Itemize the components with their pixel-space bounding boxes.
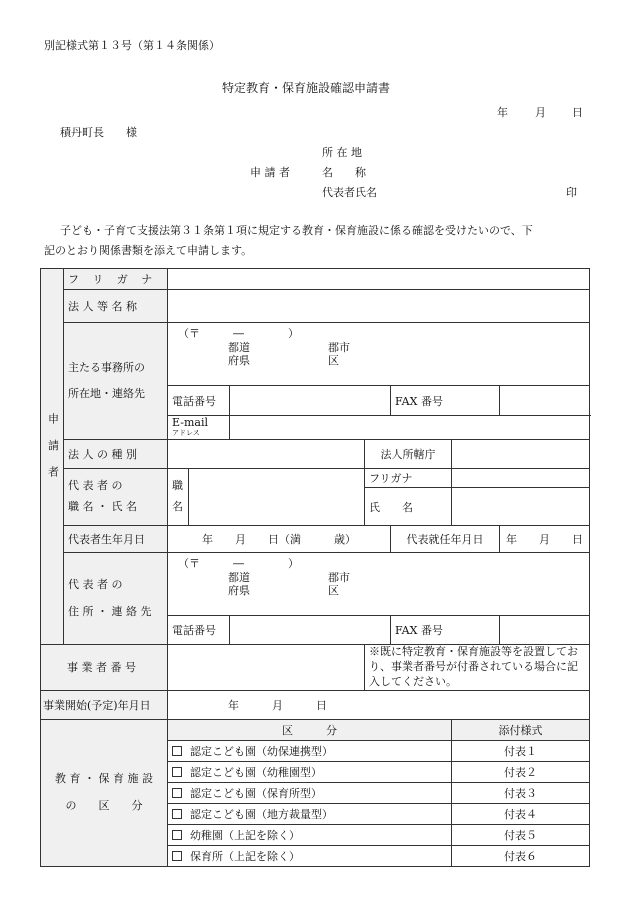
seal-mark: 印	[566, 186, 577, 199]
applicant-name-label: 名 称	[322, 166, 366, 179]
corp-type-label: 法 人 の 種 別	[64, 440, 168, 469]
corp-office-label: 法人所轄庁	[365, 440, 452, 469]
corp-office-input[interactable]	[452, 440, 590, 469]
office-fax-input[interactable]	[500, 386, 590, 416]
rep-birth-label: 代表者生年月日	[64, 526, 168, 553]
office-address-label: 主たる事務所の 所在地・連絡先	[64, 323, 168, 440]
office-city: 郡市 区	[328, 341, 350, 367]
applicant-side-label: 申請者	[41, 269, 64, 645]
col-header-attach: 添付様式	[452, 719, 590, 740]
corp-name-label: 法 人 等 名 称	[64, 290, 168, 323]
rep-fax-input[interactable]	[500, 616, 590, 645]
rep-shoku-mei-label: 職 名	[168, 469, 189, 526]
rep-start-label: 代表就任年月日	[391, 526, 500, 553]
rep-pref: 都道 府県	[228, 571, 250, 597]
facility-row-3[interactable]: 認定こども園（保育所型）	[168, 782, 452, 803]
date-month[interactable]: 月	[535, 106, 546, 119]
office-postal: （〒 ― ）	[178, 327, 299, 340]
rep-title-label: 代 表 者 の 職 名 ・ 氏 名	[64, 469, 168, 526]
office-tel-label: 電話番号	[168, 386, 230, 416]
facility-attach-2: 付表２	[452, 761, 590, 782]
rep-tel-label: 電話番号	[168, 616, 230, 645]
date-day[interactable]: 日	[572, 106, 583, 119]
rep-furigana-label: フリガナ	[365, 469, 452, 488]
rep-name-label: 氏 名	[365, 488, 452, 526]
checkbox-icon[interactable]	[172, 830, 182, 840]
furigana-input[interactable]	[168, 269, 590, 290]
applicant-label: 申 請 者	[250, 166, 290, 179]
office-tel-input[interactable]	[230, 386, 391, 416]
facility-type-label: 教 育 ・ 保 育 施 設 の 区 分	[41, 719, 168, 866]
facility-row-6[interactable]: 保育所（上記を除く）	[168, 845, 452, 866]
furigana-label: フ リ ガ ナ	[64, 269, 168, 290]
business-no-label: 事 業 者 番 号	[41, 645, 168, 691]
office-address-input[interactable]	[168, 323, 590, 386]
facility-row-4[interactable]: 認定こども園（地方裁量型）	[168, 803, 452, 824]
checkbox-icon[interactable]	[172, 767, 182, 777]
rep-tel-input[interactable]	[230, 616, 391, 645]
rep-title-input[interactable]	[189, 469, 365, 526]
rep-address-input[interactable]	[168, 553, 590, 616]
facility-attach-5: 付表５	[452, 824, 590, 845]
rep-postal: （〒 ― ）	[178, 557, 299, 570]
facility-attach-1: 付表１	[452, 740, 590, 761]
facility-row-2[interactable]: 認定こども園（幼稚園型）	[168, 761, 452, 782]
business-no-input[interactable]	[168, 645, 365, 691]
rep-name-input[interactable]	[452, 488, 590, 526]
applicant-rep-label: 代表者氏名	[322, 186, 377, 199]
application-form-table	[40, 268, 590, 867]
business-no-note: ※既に特定教育・保育施設等を設置しており、事業者番号が付番されている場合に記入してください。	[365, 645, 590, 691]
facility-row-1[interactable]: 認定こども園（幼保連携型）	[168, 740, 452, 761]
rep-birth-input[interactable]: 年 月 日（満 歳）	[168, 526, 391, 553]
addressee: 積丹町長 様	[60, 126, 137, 139]
rep-fax-label: FAX 番号	[391, 616, 500, 645]
rep-address-label: 代 表 者 の 住 所 ・ 連 絡 先	[64, 553, 168, 645]
facility-attach-6: 付表６	[452, 845, 590, 866]
office-email-input[interactable]	[230, 416, 590, 440]
checkbox-icon[interactable]	[172, 746, 182, 756]
date-year[interactable]: 年	[497, 106, 508, 119]
rep-furigana-input[interactable]	[452, 469, 590, 488]
checkbox-icon[interactable]	[172, 851, 182, 861]
body-text-line1: 子ども・子育て支援法第３１条第１項に規定する教育・保育施設に係る確認を受けたいので、下	[60, 224, 533, 237]
office-pref: 都道 府県	[228, 341, 250, 367]
checkbox-icon[interactable]	[172, 788, 182, 798]
facility-attach-3: 付表３	[452, 782, 590, 803]
office-fax-label: FAX 番号	[391, 386, 500, 416]
corp-name-input[interactable]	[168, 290, 590, 323]
body-text-line2: 記のとおり関係書類を添えて申請します。	[44, 244, 253, 257]
col-header-kubun: 区 分	[168, 719, 452, 740]
form-number: 別記様式第１３号（第１４条関係）	[44, 39, 220, 52]
corp-type-input[interactable]	[168, 440, 365, 469]
checkbox-icon[interactable]	[172, 809, 182, 819]
rep-city: 郡市 区	[328, 571, 350, 597]
document-title: 特定教育・保育施設確認申請書	[222, 81, 391, 95]
rep-start-input[interactable]: 年 月 日	[500, 526, 590, 553]
facility-row-5[interactable]: 幼稚園（上記を除く）	[168, 824, 452, 845]
applicant-address-label: 所 在 地	[322, 146, 362, 159]
facility-attach-4: 付表４	[452, 803, 590, 824]
office-email-label: E-mail アドレス	[168, 416, 230, 440]
start-date-label: 事業開始(予定)年月日	[41, 690, 168, 719]
start-date-input[interactable]: 年 月 日	[168, 690, 590, 719]
